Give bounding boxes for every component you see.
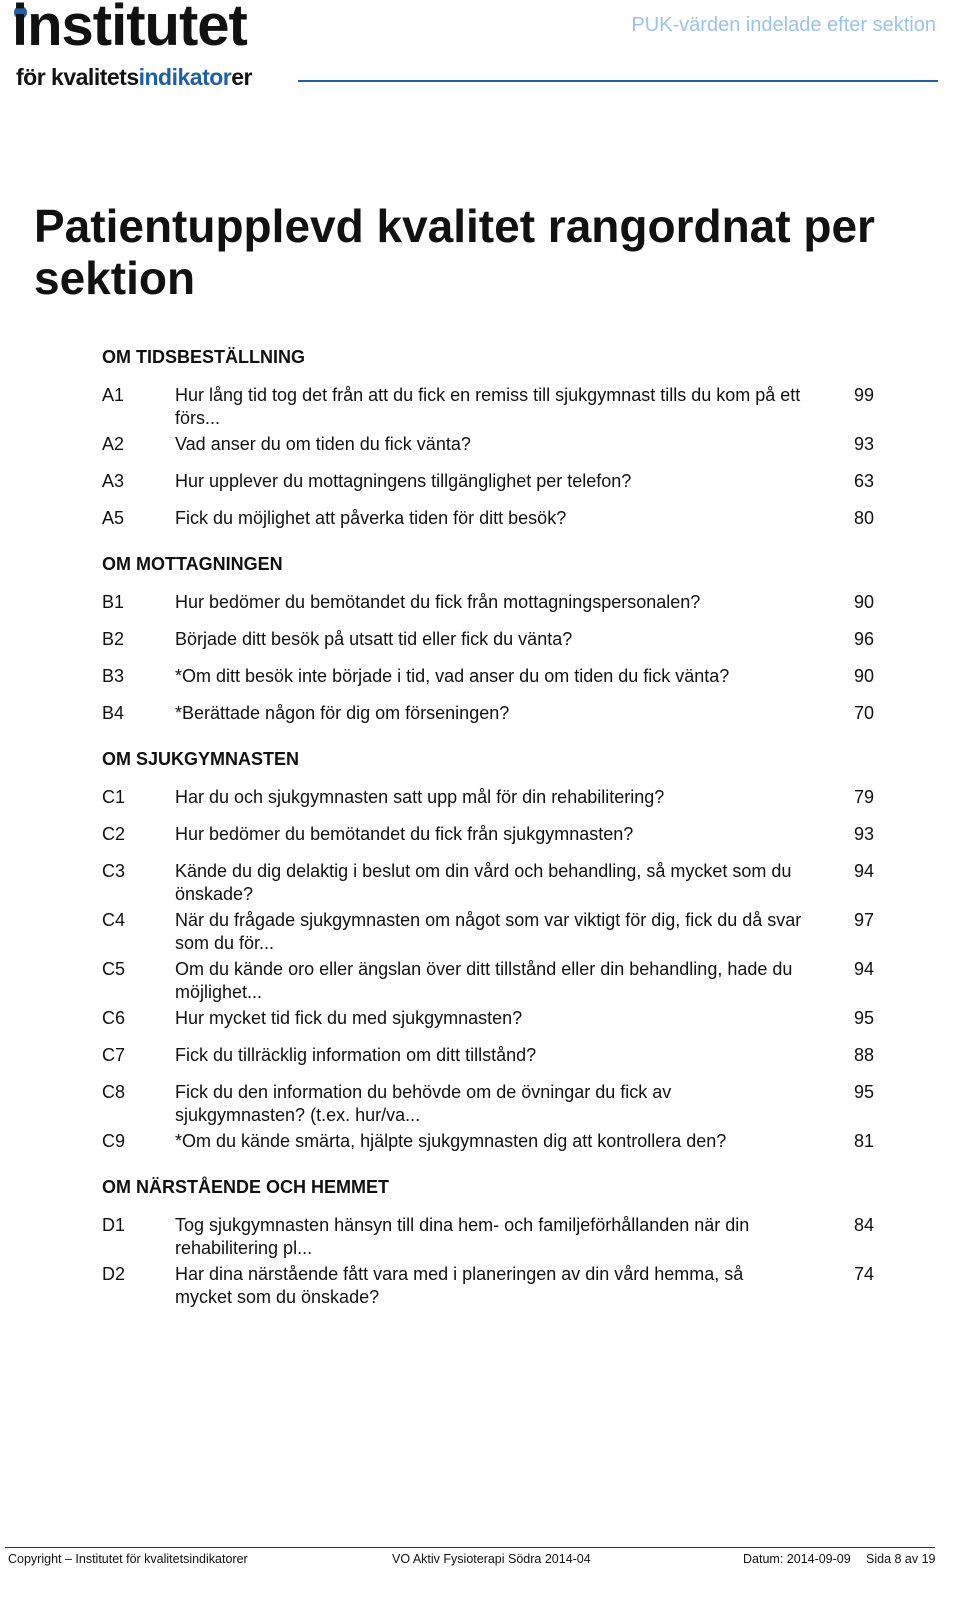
row-question: Vad anser du om tiden du fick vänta? bbox=[175, 434, 471, 454]
section bbox=[102, 748, 882, 1153]
row-question: *Om ditt besök inte började i tid, vad anser du om tiden du fick vänta? bbox=[175, 666, 730, 686]
row-code: B1 bbox=[102, 592, 125, 612]
page-title: Patientupplevd kvalitet rangordnat per sektion bbox=[34, 200, 875, 304]
row-value: 90 bbox=[853, 666, 874, 686]
logo-main-text: institutet bbox=[12, 0, 247, 58]
row-value: 94 bbox=[853, 959, 874, 979]
row-value: 84 bbox=[853, 1215, 874, 1235]
table-row bbox=[102, 591, 882, 614]
row-code: C6 bbox=[102, 1008, 126, 1028]
row-code: A2 bbox=[102, 434, 125, 454]
row-question: Fick du den information du behövde om de övningar du fick av sjukgymnasten? (t.ex. hur/va... bbox=[175, 1082, 672, 1125]
row-value: 70 bbox=[853, 703, 874, 723]
table-row bbox=[102, 909, 882, 955]
sections-list bbox=[102, 346, 882, 1332]
row-question: Har dina närstående fått vara med i planeringen av din vård hemma, så mycket som du önskade? bbox=[175, 1264, 744, 1307]
table-row bbox=[102, 665, 882, 688]
section bbox=[102, 553, 882, 725]
table-row bbox=[102, 628, 882, 651]
section-heading: OM SJUKGYMNASTEN bbox=[102, 749, 300, 769]
row-code: A5 bbox=[102, 508, 125, 528]
row-value: 94 bbox=[853, 861, 874, 881]
row-code: C9 bbox=[102, 1131, 126, 1151]
table-row bbox=[102, 823, 882, 846]
table-row bbox=[102, 1044, 882, 1067]
row-code: B4 bbox=[102, 703, 125, 723]
row-code: B3 bbox=[102, 666, 125, 686]
table-row bbox=[102, 860, 882, 906]
row-question: Fick du tillräcklig information om ditt tillstånd? bbox=[175, 1045, 537, 1065]
section bbox=[102, 346, 882, 530]
logo-sub-text: för kvalitetsindikatorer bbox=[16, 64, 252, 90]
page-footer bbox=[8, 1552, 936, 1568]
section-heading: OM TIDSBESTÄLLNING bbox=[102, 347, 305, 367]
footer-date: Datum: 2014-09-09 bbox=[743, 1552, 851, 1566]
row-code: C2 bbox=[102, 824, 126, 844]
header-title: PUK-värden indelade efter sektion bbox=[631, 14, 936, 36]
row-code: C5 bbox=[102, 959, 126, 979]
row-code: C7 bbox=[102, 1045, 126, 1065]
table-row bbox=[102, 1007, 882, 1030]
table-row bbox=[102, 1214, 882, 1260]
section-heading: OM NÄRSTÅENDE OCH HEMMET bbox=[102, 1177, 389, 1197]
row-value: 95 bbox=[853, 1082, 874, 1102]
row-value: 81 bbox=[853, 1131, 874, 1151]
page-header bbox=[0, 0, 960, 100]
row-value: 93 bbox=[853, 824, 874, 844]
row-value: 93 bbox=[853, 434, 874, 454]
header-divider bbox=[298, 80, 938, 82]
row-code: C8 bbox=[102, 1082, 126, 1102]
table-row bbox=[102, 384, 882, 430]
row-question: Hur upplever du mottagningens tillgänglighet per telefon? bbox=[175, 471, 632, 491]
table-row bbox=[102, 1130, 882, 1153]
row-value: 80 bbox=[853, 508, 874, 528]
table-row bbox=[102, 507, 882, 530]
row-value: 79 bbox=[853, 787, 874, 807]
table-row bbox=[102, 1263, 882, 1309]
table-row bbox=[102, 702, 882, 725]
row-question: Hur lång tid tog det från att du fick en remiss till sjukgymnast tills du kom på ett förs... bbox=[175, 385, 801, 428]
row-question: Om du kände oro eller ängslan över ditt tillstånd eller din behandling, hade du möjlighet... bbox=[175, 959, 793, 1002]
row-value: 88 bbox=[853, 1045, 874, 1065]
row-question: Började ditt besök på utsatt tid eller fick du vänta? bbox=[175, 629, 573, 649]
section bbox=[102, 1176, 882, 1309]
row-code: D2 bbox=[102, 1264, 126, 1284]
row-question: Hur bedömer du bemötandet du fick från mottagningspersonalen? bbox=[175, 592, 701, 612]
footer-unit: VO Aktiv Fysioterapi Södra 2014-04 bbox=[392, 1552, 591, 1566]
row-question: När du frågade sjukgymnasten om något som var viktigt för dig, fick du då svar som du för... bbox=[175, 910, 802, 953]
footer-copyright: Copyright – Institutet för kvalitetsindikatorer bbox=[8, 1552, 248, 1566]
footer-page-number: Sida 8 av 19 bbox=[866, 1552, 936, 1566]
row-value: 99 bbox=[853, 385, 874, 405]
row-question: *Om du kände smärta, hjälpte sjukgymnasten dig att kontrollera den? bbox=[175, 1131, 727, 1151]
row-code: D1 bbox=[102, 1215, 126, 1235]
row-question: Hur bedömer du bemötandet du fick från sjukgymnasten? bbox=[175, 824, 634, 844]
row-code: B2 bbox=[102, 629, 125, 649]
table-row bbox=[102, 433, 882, 456]
row-question: Fick du möjlighet att påverka tiden för ditt besök? bbox=[175, 508, 567, 528]
table-row bbox=[102, 786, 882, 809]
row-question: Har du och sjukgymnasten satt upp mål för din rehabilitering? bbox=[175, 787, 665, 807]
row-code: C3 bbox=[102, 861, 126, 881]
row-value: 90 bbox=[853, 592, 874, 612]
row-value: 97 bbox=[853, 910, 874, 930]
table-row bbox=[102, 958, 882, 1004]
footer-divider bbox=[5, 1547, 935, 1548]
row-code: C1 bbox=[102, 787, 126, 807]
table-row bbox=[102, 1081, 882, 1127]
row-value: 95 bbox=[853, 1008, 874, 1028]
section-heading: OM MOTTAGNINGEN bbox=[102, 554, 283, 574]
row-code: A1 bbox=[102, 385, 125, 405]
row-value: 63 bbox=[853, 471, 874, 491]
row-question: Kände du dig delaktig i beslut om din vård och behandling, så mycket som du önskade? bbox=[175, 861, 792, 904]
row-value: 74 bbox=[853, 1264, 874, 1284]
row-value: 96 bbox=[853, 629, 874, 649]
table-row bbox=[102, 470, 882, 493]
row-code: C4 bbox=[102, 910, 126, 930]
row-code: A3 bbox=[102, 471, 125, 491]
row-question: Hur mycket tid fick du med sjukgymnasten? bbox=[175, 1008, 523, 1028]
row-question: *Berättade någon för dig om förseningen? bbox=[175, 703, 510, 723]
row-question: Tog sjukgymnasten hänsyn till dina hem- och familjeförhållanden när din rehabilitering pl... bbox=[175, 1215, 750, 1258]
